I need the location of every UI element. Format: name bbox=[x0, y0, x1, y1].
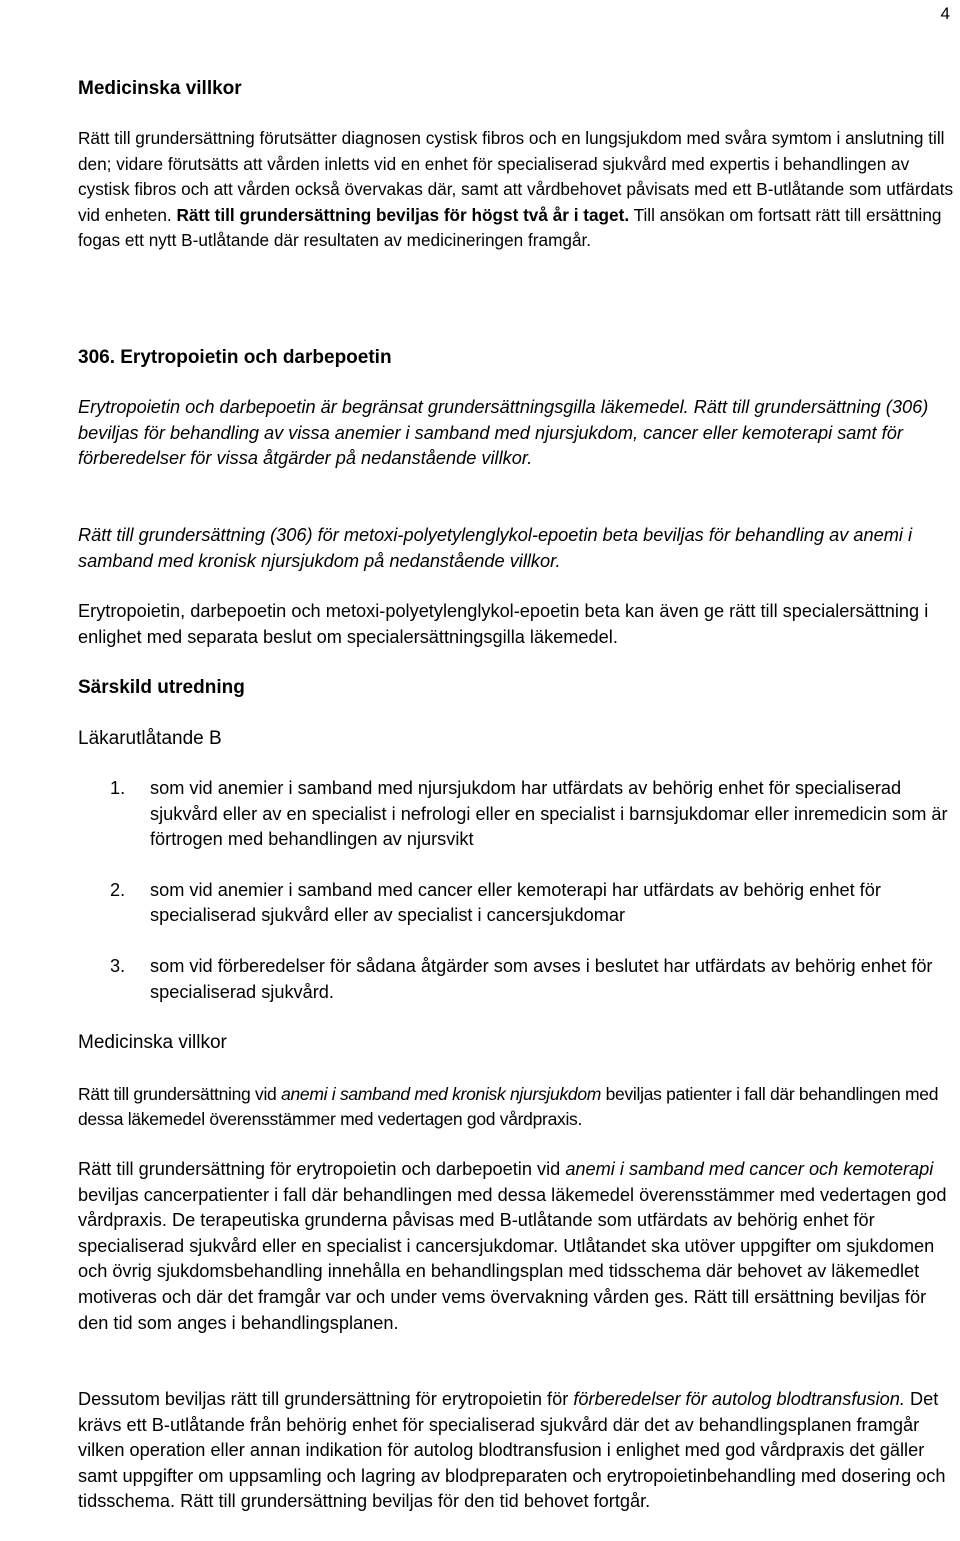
list-item-number: 1. bbox=[110, 778, 126, 798]
section306-paragraph-1: Erytropoietin och darbepoetin är begränsat grundersättningsgilla läkemedel. Rätt till grundersättning (306) beviljas för behandling av vissa anemier i samband med njursjukdom, cancer eller kemoterapi samt för förberedelser för vissa åtgärder på nedanstående villkor. bbox=[78, 397, 929, 469]
section2-paragraph-1 bbox=[78, 1082, 958, 1131]
section1-tail-text: Till ansökan om fortsatt rätt till ersättning fogas ett nytt B-utlåtande där resultaten av medicineringen framgår. bbox=[78, 204, 942, 250]
section1-paragraph bbox=[78, 126, 958, 254]
requirement-list bbox=[110, 776, 960, 1005]
section2-p1-text-a: Rätt till grundersättning vid bbox=[78, 1084, 277, 1104]
section2-p3-text-a: Dessutom beviljas rätt till grundersättning för erytropoietin för bbox=[78, 1389, 569, 1409]
section1-bold-text: Rätt till grundersättning beviljas för högst två år i taget. bbox=[176, 204, 630, 225]
subheading-lakarutlatande-b: Läkarutlåtande B bbox=[78, 728, 222, 749]
list-item-text: som vid förberedelser för sådana åtgärder som avses i beslutet har utfärdats av behörig enhet för specialiserad sjukvård. bbox=[150, 955, 933, 1002]
list-item bbox=[110, 954, 960, 1005]
section2-p3-italic: förberedelser för autolog blodtransfusion. bbox=[573, 1389, 905, 1409]
section2-p2-italic: anemi i samband med cancer och kemoterapi bbox=[565, 1159, 934, 1179]
section-heading-306: 306. Erytropoietin och darbepoetin bbox=[78, 347, 392, 368]
page-number: 4 bbox=[940, 4, 950, 23]
section-heading-sarskild-utredning: Särskild utredning bbox=[78, 677, 245, 698]
section2-paragraph-2 bbox=[78, 1157, 958, 1336]
section2-p2-text-b: beviljas cancerpatienter i fall där behandlingen med dessa läkemedel överensstämmer med vedertagen god vårdpraxis. De terapeutiska grunderna påvisas med B-utlåtande som utfärdats av behörig enhet för specialiserad sjukvård eller en specialist i cancersjukdomar. Utlåtandet ska utöver uppgifter om sjukdomen och övrig sjukdomsbehandling innehålla en behandlingsplan med tidsschema där behovet av läkemedlet motiveras och där det framgår var och under vems övervakning vården ges. Rätt till ersättning beviljas för den tid som anges i behandlingsplanen. bbox=[78, 1184, 947, 1333]
section306-paragraph-2: Rätt till grundersättning (306) för metoxi-polyetylenglykol-epoetin beta beviljas för behandling av anemi i samband med kronisk njursjukdom på nedanstående villkor. bbox=[78, 525, 913, 571]
list-item-text: som vid anemier i samband med njursjukdom har utfärdats av behörig enhet för specialiserad sjukvård eller av en specialist i nefrologi eller en specialist i barnsjukdomar eller inremedicin som är förtrogen med behandlingen av njursvikt bbox=[150, 778, 948, 850]
section2-p1-text-b: beviljas patienter i fall där behandlingen med dessa läkemedel överensstämmer med vedertagen god vårdpraxis. bbox=[78, 1084, 939, 1129]
list-item-number: 2. bbox=[110, 879, 126, 900]
section-heading-medicinska-villkor-2: Medicinska villkor bbox=[78, 1032, 227, 1053]
list-item-number: 3. bbox=[110, 955, 126, 976]
section1-text: Rätt till grundersättning förutsätter diagnosen cystisk fibros och en lungsjukdom med svåra symtom i anslutning till den; vidare förutsätts att vården inletts vid en enhet för specialiserad sjukvård med expertis i behandlingen av cystisk fibros och att vården också övervakas där, samt att vårdbehovet påvisats med ett B-utlåtande som utfärdats vid enheten. bbox=[78, 128, 954, 225]
section2-p1-italic: anemi i samband med kronisk njursjukdom bbox=[281, 1084, 602, 1104]
list-item bbox=[110, 878, 960, 929]
section2-paragraph-3 bbox=[78, 1387, 958, 1515]
section2-p3-text-b: Det krävs ett B-utlåtande från behörig enhet för specialiserad sjukvård där det av behandlingsplanen framgår vilken operation eller annan indikation för autolog blodtransfusion i enlighet med god vårdpraxis det gäller samt uppgifter om uppsamling och lagring av blodpreparaten och erytropoietinbehandling med dosering och tidsschema. Rätt till grundersättning beviljas för den tid behovet fortgår. bbox=[78, 1389, 946, 1512]
section2-p2-text-a: Rätt till grundersättning för erytropoietin och darbepoetin vid bbox=[78, 1159, 561, 1179]
section306-paragraph-3: Erytropoietin, darbepoetin och metoxi-polyetylenglykol-epoetin beta kan även ge rätt till specialersättning i enlighet med separata beslut om specialersättningsgilla läkemedel. bbox=[78, 601, 929, 647]
list-item-text: som vid anemier i samband med cancer eller kemoterapi har utfärdats av behörig enhet för specialiserad sjukvård eller av specialist i cancersjukdomar bbox=[150, 879, 881, 926]
list-item bbox=[110, 776, 960, 853]
section-heading-medicinska-villkor: Medicinska villkor bbox=[78, 78, 242, 99]
